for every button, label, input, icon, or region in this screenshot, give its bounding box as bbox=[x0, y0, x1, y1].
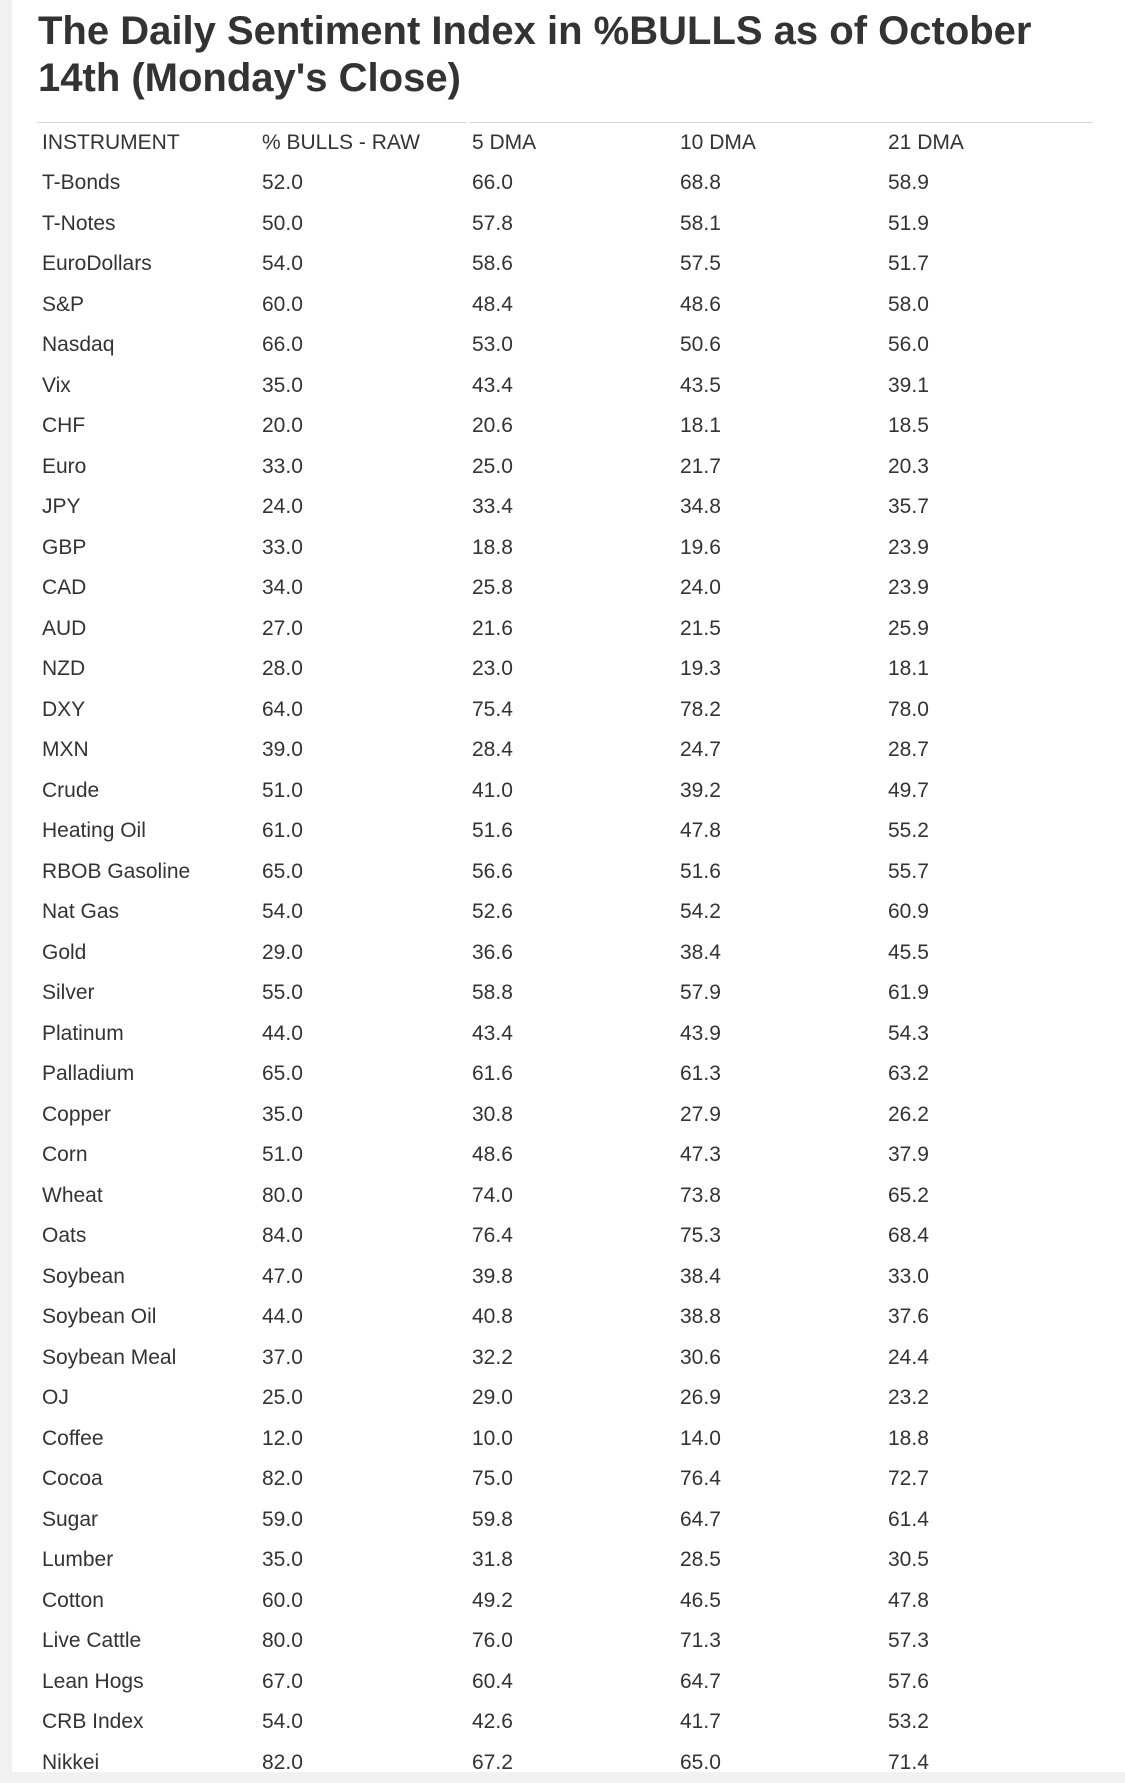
table-row bbox=[37, 163, 1093, 204]
dma-21-cell: 24.4 bbox=[883, 1338, 1093, 1379]
dma-5-cell: 58.8 bbox=[467, 973, 675, 1014]
instrument-cell: Wheat bbox=[37, 1176, 257, 1217]
dma-10-cell: 47.8 bbox=[675, 811, 883, 852]
dma-21-cell: 30.5 bbox=[883, 1540, 1093, 1581]
table-row bbox=[37, 609, 1093, 650]
dma-5-cell: 61.6 bbox=[467, 1054, 675, 1095]
dma-5-cell: 21.6 bbox=[467, 609, 675, 650]
table-row bbox=[37, 528, 1093, 569]
dma-10-cell: 43.9 bbox=[675, 1014, 883, 1055]
dma-10-cell: 46.5 bbox=[675, 1581, 883, 1622]
dma-10-cell: 76.4 bbox=[675, 1459, 883, 1500]
dma-21-cell: 49.7 bbox=[883, 771, 1093, 812]
instrument-cell: S&P bbox=[37, 285, 257, 326]
header-bulls-raw: % BULLS - RAW bbox=[257, 123, 467, 163]
table-row bbox=[37, 1257, 1093, 1298]
dma-10-cell: 43.5 bbox=[675, 366, 883, 407]
dma-5-cell: 59.8 bbox=[467, 1500, 675, 1541]
table-row bbox=[37, 1581, 1093, 1622]
dma-10-cell: 41.7 bbox=[675, 1702, 883, 1743]
bulls-raw-cell: 65.0 bbox=[257, 852, 467, 893]
dma-10-cell: 47.3 bbox=[675, 1135, 883, 1176]
instrument-cell: Live Cattle bbox=[37, 1621, 257, 1662]
dma-21-cell: 18.1 bbox=[883, 649, 1093, 690]
dma-10-cell: 58.1 bbox=[675, 204, 883, 245]
dma-10-cell: 14.0 bbox=[675, 1419, 883, 1460]
table-row bbox=[37, 1540, 1093, 1581]
dma-21-cell: 56.0 bbox=[883, 325, 1093, 366]
dma-10-cell: 38.8 bbox=[675, 1297, 883, 1338]
dma-5-cell: 10.0 bbox=[467, 1419, 675, 1460]
dma-10-cell: 71.3 bbox=[675, 1621, 883, 1662]
dma-21-cell: 39.1 bbox=[883, 366, 1093, 407]
bulls-raw-cell: 35.0 bbox=[257, 1540, 467, 1581]
dma-21-cell: 51.9 bbox=[883, 204, 1093, 245]
bulls-raw-cell: 80.0 bbox=[257, 1621, 467, 1662]
dma-21-cell: 57.6 bbox=[883, 1662, 1093, 1703]
bulls-raw-cell: 84.0 bbox=[257, 1216, 467, 1257]
bulls-raw-cell: 33.0 bbox=[257, 447, 467, 488]
instrument-cell: RBOB Gasoline bbox=[37, 852, 257, 893]
table-row bbox=[37, 730, 1093, 771]
dma-5-cell: 41.0 bbox=[467, 771, 675, 812]
dma-21-cell: 68.4 bbox=[883, 1216, 1093, 1257]
dma-5-cell: 67.2 bbox=[467, 1743, 675, 1783]
dma-10-cell: 21.7 bbox=[675, 447, 883, 488]
table-row bbox=[37, 1378, 1093, 1419]
dma-10-cell: 51.6 bbox=[675, 852, 883, 893]
dma-21-cell: 47.8 bbox=[883, 1581, 1093, 1622]
bulls-raw-cell: 34.0 bbox=[257, 568, 467, 609]
bulls-raw-cell: 60.0 bbox=[257, 1581, 467, 1622]
instrument-cell: Gold bbox=[37, 933, 257, 974]
instrument-cell: OJ bbox=[37, 1378, 257, 1419]
bulls-raw-cell: 37.0 bbox=[257, 1338, 467, 1379]
dma-10-cell: 19.6 bbox=[675, 528, 883, 569]
dma-21-cell: 37.9 bbox=[883, 1135, 1093, 1176]
dma-21-cell: 28.7 bbox=[883, 730, 1093, 771]
dma-21-cell: 57.3 bbox=[883, 1621, 1093, 1662]
dma-21-cell: 23.9 bbox=[883, 568, 1093, 609]
dma-10-cell: 34.8 bbox=[675, 487, 883, 528]
dma-21-cell: 55.7 bbox=[883, 852, 1093, 893]
instrument-cell: CRB Index bbox=[37, 1702, 257, 1743]
bulls-raw-cell: 80.0 bbox=[257, 1176, 467, 1217]
dma-5-cell: 28.4 bbox=[467, 730, 675, 771]
dma-10-cell: 75.3 bbox=[675, 1216, 883, 1257]
dma-5-cell: 51.6 bbox=[467, 811, 675, 852]
table-row bbox=[37, 1014, 1093, 1055]
dma-21-cell: 37.6 bbox=[883, 1297, 1093, 1338]
instrument-cell: AUD bbox=[37, 609, 257, 650]
instrument-cell: EuroDollars bbox=[37, 244, 257, 285]
bulls-raw-cell: 82.0 bbox=[257, 1743, 467, 1783]
instrument-cell: Nat Gas bbox=[37, 892, 257, 933]
bulls-raw-cell: 35.0 bbox=[257, 366, 467, 407]
dma-10-cell: 57.5 bbox=[675, 244, 883, 285]
bulls-raw-cell: 64.0 bbox=[257, 690, 467, 731]
bulls-raw-cell: 25.0 bbox=[257, 1378, 467, 1419]
bulls-raw-cell: 44.0 bbox=[257, 1014, 467, 1055]
instrument-cell: Platinum bbox=[37, 1014, 257, 1055]
bulls-raw-cell: 82.0 bbox=[257, 1459, 467, 1500]
table-row bbox=[37, 973, 1093, 1014]
dma-10-cell: 39.2 bbox=[675, 771, 883, 812]
instrument-cell: T-Notes bbox=[37, 204, 257, 245]
dma-10-cell: 68.8 bbox=[675, 163, 883, 204]
table-body bbox=[37, 163, 1093, 1783]
dma-21-cell: 25.9 bbox=[883, 609, 1093, 650]
dma-21-cell: 60.9 bbox=[883, 892, 1093, 933]
dma-10-cell: 27.9 bbox=[675, 1095, 883, 1136]
dma-21-cell: 18.5 bbox=[883, 406, 1093, 447]
bulls-raw-cell: 47.0 bbox=[257, 1257, 467, 1298]
dma-5-cell: 40.8 bbox=[467, 1297, 675, 1338]
dma-5-cell: 31.8 bbox=[467, 1540, 675, 1581]
table-row bbox=[37, 1054, 1093, 1095]
bulls-raw-cell: 33.0 bbox=[257, 528, 467, 569]
instrument-cell: Oats bbox=[37, 1216, 257, 1257]
header-instrument: INSTRUMENT bbox=[37, 123, 257, 163]
dma-10-cell: 19.3 bbox=[675, 649, 883, 690]
dma-10-cell: 48.6 bbox=[675, 285, 883, 326]
bulls-raw-cell: 59.0 bbox=[257, 1500, 467, 1541]
dma-21-cell: 54.3 bbox=[883, 1014, 1093, 1055]
table-row bbox=[37, 771, 1093, 812]
dma-21-cell: 61.9 bbox=[883, 973, 1093, 1014]
dma-21-cell: 61.4 bbox=[883, 1500, 1093, 1541]
table-row bbox=[37, 649, 1093, 690]
dma-5-cell: 75.4 bbox=[467, 690, 675, 731]
instrument-cell: NZD bbox=[37, 649, 257, 690]
dma-21-cell: 23.9 bbox=[883, 528, 1093, 569]
dma-21-cell: 71.4 bbox=[883, 1743, 1093, 1783]
dma-21-cell: 58.0 bbox=[883, 285, 1093, 326]
bulls-raw-cell: 65.0 bbox=[257, 1054, 467, 1095]
dma-5-cell: 43.4 bbox=[467, 366, 675, 407]
dma-5-cell: 49.2 bbox=[467, 1581, 675, 1622]
instrument-cell: GBP bbox=[37, 528, 257, 569]
dma-5-cell: 48.6 bbox=[467, 1135, 675, 1176]
bulls-raw-cell: 60.0 bbox=[257, 285, 467, 326]
table-row bbox=[37, 285, 1093, 326]
dma-21-cell: 65.2 bbox=[883, 1176, 1093, 1217]
instrument-cell: Lumber bbox=[37, 1540, 257, 1581]
bulls-raw-cell: 54.0 bbox=[257, 1702, 467, 1743]
table-row bbox=[37, 690, 1093, 731]
table-row bbox=[37, 1662, 1093, 1703]
dma-10-cell: 24.0 bbox=[675, 568, 883, 609]
instrument-cell: Sugar bbox=[37, 1500, 257, 1541]
instrument-cell: Soybean Meal bbox=[37, 1338, 257, 1379]
table-row bbox=[37, 892, 1093, 933]
instrument-cell: Copper bbox=[37, 1095, 257, 1136]
dma-21-cell: 23.2 bbox=[883, 1378, 1093, 1419]
dma-21-cell: 20.3 bbox=[883, 447, 1093, 488]
bulls-raw-cell: 39.0 bbox=[257, 730, 467, 771]
instrument-cell: Coffee bbox=[37, 1419, 257, 1460]
dma-5-cell: 58.6 bbox=[467, 244, 675, 285]
instrument-cell: Cotton bbox=[37, 1581, 257, 1622]
instrument-cell: MXN bbox=[37, 730, 257, 771]
instrument-cell: Vix bbox=[37, 366, 257, 407]
dma-5-cell: 56.6 bbox=[467, 852, 675, 893]
table-row bbox=[37, 487, 1093, 528]
instrument-cell: Nasdaq bbox=[37, 325, 257, 366]
table-row bbox=[37, 852, 1093, 893]
dma-21-cell: 51.7 bbox=[883, 244, 1093, 285]
dma-21-cell: 45.5 bbox=[883, 933, 1093, 974]
dma-5-cell: 60.4 bbox=[467, 1662, 675, 1703]
table-row bbox=[37, 1743, 1093, 1783]
bulls-raw-cell: 12.0 bbox=[257, 1419, 467, 1460]
instrument-cell: Crude bbox=[37, 771, 257, 812]
dma-10-cell: 30.6 bbox=[675, 1338, 883, 1379]
bulls-raw-cell: 20.0 bbox=[257, 406, 467, 447]
dma-5-cell: 53.0 bbox=[467, 325, 675, 366]
dma-5-cell: 76.4 bbox=[467, 1216, 675, 1257]
dma-5-cell: 29.0 bbox=[467, 1378, 675, 1419]
table-row bbox=[37, 1702, 1093, 1743]
table-row bbox=[37, 325, 1093, 366]
dma-10-cell: 61.3 bbox=[675, 1054, 883, 1095]
table-row bbox=[37, 1500, 1093, 1541]
dma-21-cell: 18.8 bbox=[883, 1419, 1093, 1460]
dma-5-cell: 20.6 bbox=[467, 406, 675, 447]
dma-5-cell: 39.8 bbox=[467, 1257, 675, 1298]
bulls-raw-cell: 27.0 bbox=[257, 609, 467, 650]
instrument-cell: DXY bbox=[37, 690, 257, 731]
dma-5-cell: 32.2 bbox=[467, 1338, 675, 1379]
dma-5-cell: 25.0 bbox=[467, 447, 675, 488]
dma-21-cell: 72.7 bbox=[883, 1459, 1093, 1500]
dma-10-cell: 64.7 bbox=[675, 1500, 883, 1541]
dma-21-cell: 58.9 bbox=[883, 163, 1093, 204]
dma-21-cell: 63.2 bbox=[883, 1054, 1093, 1095]
table-row bbox=[37, 933, 1093, 974]
instrument-cell: Silver bbox=[37, 973, 257, 1014]
instrument-cell: Corn bbox=[37, 1135, 257, 1176]
table-row bbox=[37, 1621, 1093, 1662]
dma-10-cell: 24.7 bbox=[675, 730, 883, 771]
table-row bbox=[37, 1216, 1093, 1257]
instrument-cell: JPY bbox=[37, 487, 257, 528]
table-header-row bbox=[37, 123, 1093, 163]
table-row bbox=[37, 244, 1093, 285]
dma-5-cell: 76.0 bbox=[467, 1621, 675, 1662]
bulls-raw-cell: 54.0 bbox=[257, 244, 467, 285]
dma-5-cell: 52.6 bbox=[467, 892, 675, 933]
sentiment-table bbox=[37, 123, 1093, 1783]
dma-5-cell: 66.0 bbox=[467, 163, 675, 204]
article-page bbox=[12, 0, 1125, 1772]
dma-5-cell: 23.0 bbox=[467, 649, 675, 690]
dma-21-cell: 26.2 bbox=[883, 1095, 1093, 1136]
table-row bbox=[37, 1459, 1093, 1500]
bulls-raw-cell: 54.0 bbox=[257, 892, 467, 933]
instrument-cell: CAD bbox=[37, 568, 257, 609]
bulls-raw-cell: 61.0 bbox=[257, 811, 467, 852]
dma-10-cell: 38.4 bbox=[675, 1257, 883, 1298]
bulls-raw-cell: 28.0 bbox=[257, 649, 467, 690]
table-row bbox=[37, 811, 1093, 852]
instrument-cell: Lean Hogs bbox=[37, 1662, 257, 1703]
bulls-raw-cell: 35.0 bbox=[257, 1095, 467, 1136]
instrument-cell: T-Bonds bbox=[37, 163, 257, 204]
dma-5-cell: 30.8 bbox=[467, 1095, 675, 1136]
dma-10-cell: 57.9 bbox=[675, 973, 883, 1014]
instrument-cell: Heating Oil bbox=[37, 811, 257, 852]
bulls-raw-cell: 67.0 bbox=[257, 1662, 467, 1703]
bulls-raw-cell: 51.0 bbox=[257, 1135, 467, 1176]
instrument-cell: Soybean bbox=[37, 1257, 257, 1298]
dma-10-cell: 65.0 bbox=[675, 1743, 883, 1783]
dma-5-cell: 36.6 bbox=[467, 933, 675, 974]
dma-5-cell: 33.4 bbox=[467, 487, 675, 528]
dma-10-cell: 26.9 bbox=[675, 1378, 883, 1419]
dma-21-cell: 78.0 bbox=[883, 690, 1093, 731]
dma-10-cell: 78.2 bbox=[675, 690, 883, 731]
dma-21-cell: 53.2 bbox=[883, 1702, 1093, 1743]
dma-5-cell: 25.8 bbox=[467, 568, 675, 609]
bulls-raw-cell: 55.0 bbox=[257, 973, 467, 1014]
page-title: The Daily Sentiment Index in %BULLS as of October 14th (Monday's Close) bbox=[38, 8, 1038, 102]
table-row bbox=[37, 1297, 1093, 1338]
table-row bbox=[37, 406, 1093, 447]
instrument-cell: Cocoa bbox=[37, 1459, 257, 1500]
table-row bbox=[37, 366, 1093, 407]
dma-10-cell: 38.4 bbox=[675, 933, 883, 974]
bulls-raw-cell: 51.0 bbox=[257, 771, 467, 812]
bulls-raw-cell: 52.0 bbox=[257, 163, 467, 204]
instrument-cell: Euro bbox=[37, 447, 257, 488]
instrument-cell: Nikkei bbox=[37, 1743, 257, 1783]
dma-10-cell: 21.5 bbox=[675, 609, 883, 650]
dma-5-cell: 42.6 bbox=[467, 1702, 675, 1743]
table-row bbox=[37, 204, 1093, 245]
table-row bbox=[37, 1338, 1093, 1379]
table-row bbox=[37, 1176, 1093, 1217]
header-10-dma: 10 DMA bbox=[675, 123, 883, 163]
dma-21-cell: 55.2 bbox=[883, 811, 1093, 852]
header-5-dma: 5 DMA bbox=[467, 123, 675, 163]
dma-5-cell: 57.8 bbox=[467, 204, 675, 245]
instrument-cell: Soybean Oil bbox=[37, 1297, 257, 1338]
table-row bbox=[37, 568, 1093, 609]
bulls-raw-cell: 50.0 bbox=[257, 204, 467, 245]
dma-5-cell: 43.4 bbox=[467, 1014, 675, 1055]
table-row bbox=[37, 1135, 1093, 1176]
dma-21-cell: 35.7 bbox=[883, 487, 1093, 528]
dma-10-cell: 54.2 bbox=[675, 892, 883, 933]
dma-5-cell: 74.0 bbox=[467, 1176, 675, 1217]
dma-10-cell: 28.5 bbox=[675, 1540, 883, 1581]
dma-10-cell: 73.8 bbox=[675, 1176, 883, 1217]
table-row bbox=[37, 1419, 1093, 1460]
dma-5-cell: 48.4 bbox=[467, 285, 675, 326]
dma-10-cell: 50.6 bbox=[675, 325, 883, 366]
bulls-raw-cell: 29.0 bbox=[257, 933, 467, 974]
dma-5-cell: 18.8 bbox=[467, 528, 675, 569]
bulls-raw-cell: 24.0 bbox=[257, 487, 467, 528]
header-21-dma: 21 DMA bbox=[883, 123, 1093, 163]
bulls-raw-cell: 44.0 bbox=[257, 1297, 467, 1338]
dma-5-cell: 75.0 bbox=[467, 1459, 675, 1500]
dma-10-cell: 18.1 bbox=[675, 406, 883, 447]
dma-21-cell: 33.0 bbox=[883, 1257, 1093, 1298]
bulls-raw-cell: 66.0 bbox=[257, 325, 467, 366]
instrument-cell: Palladium bbox=[37, 1054, 257, 1095]
instrument-cell: CHF bbox=[37, 406, 257, 447]
dma-10-cell: 64.7 bbox=[675, 1662, 883, 1703]
table-row bbox=[37, 1095, 1093, 1136]
table-row bbox=[37, 447, 1093, 488]
